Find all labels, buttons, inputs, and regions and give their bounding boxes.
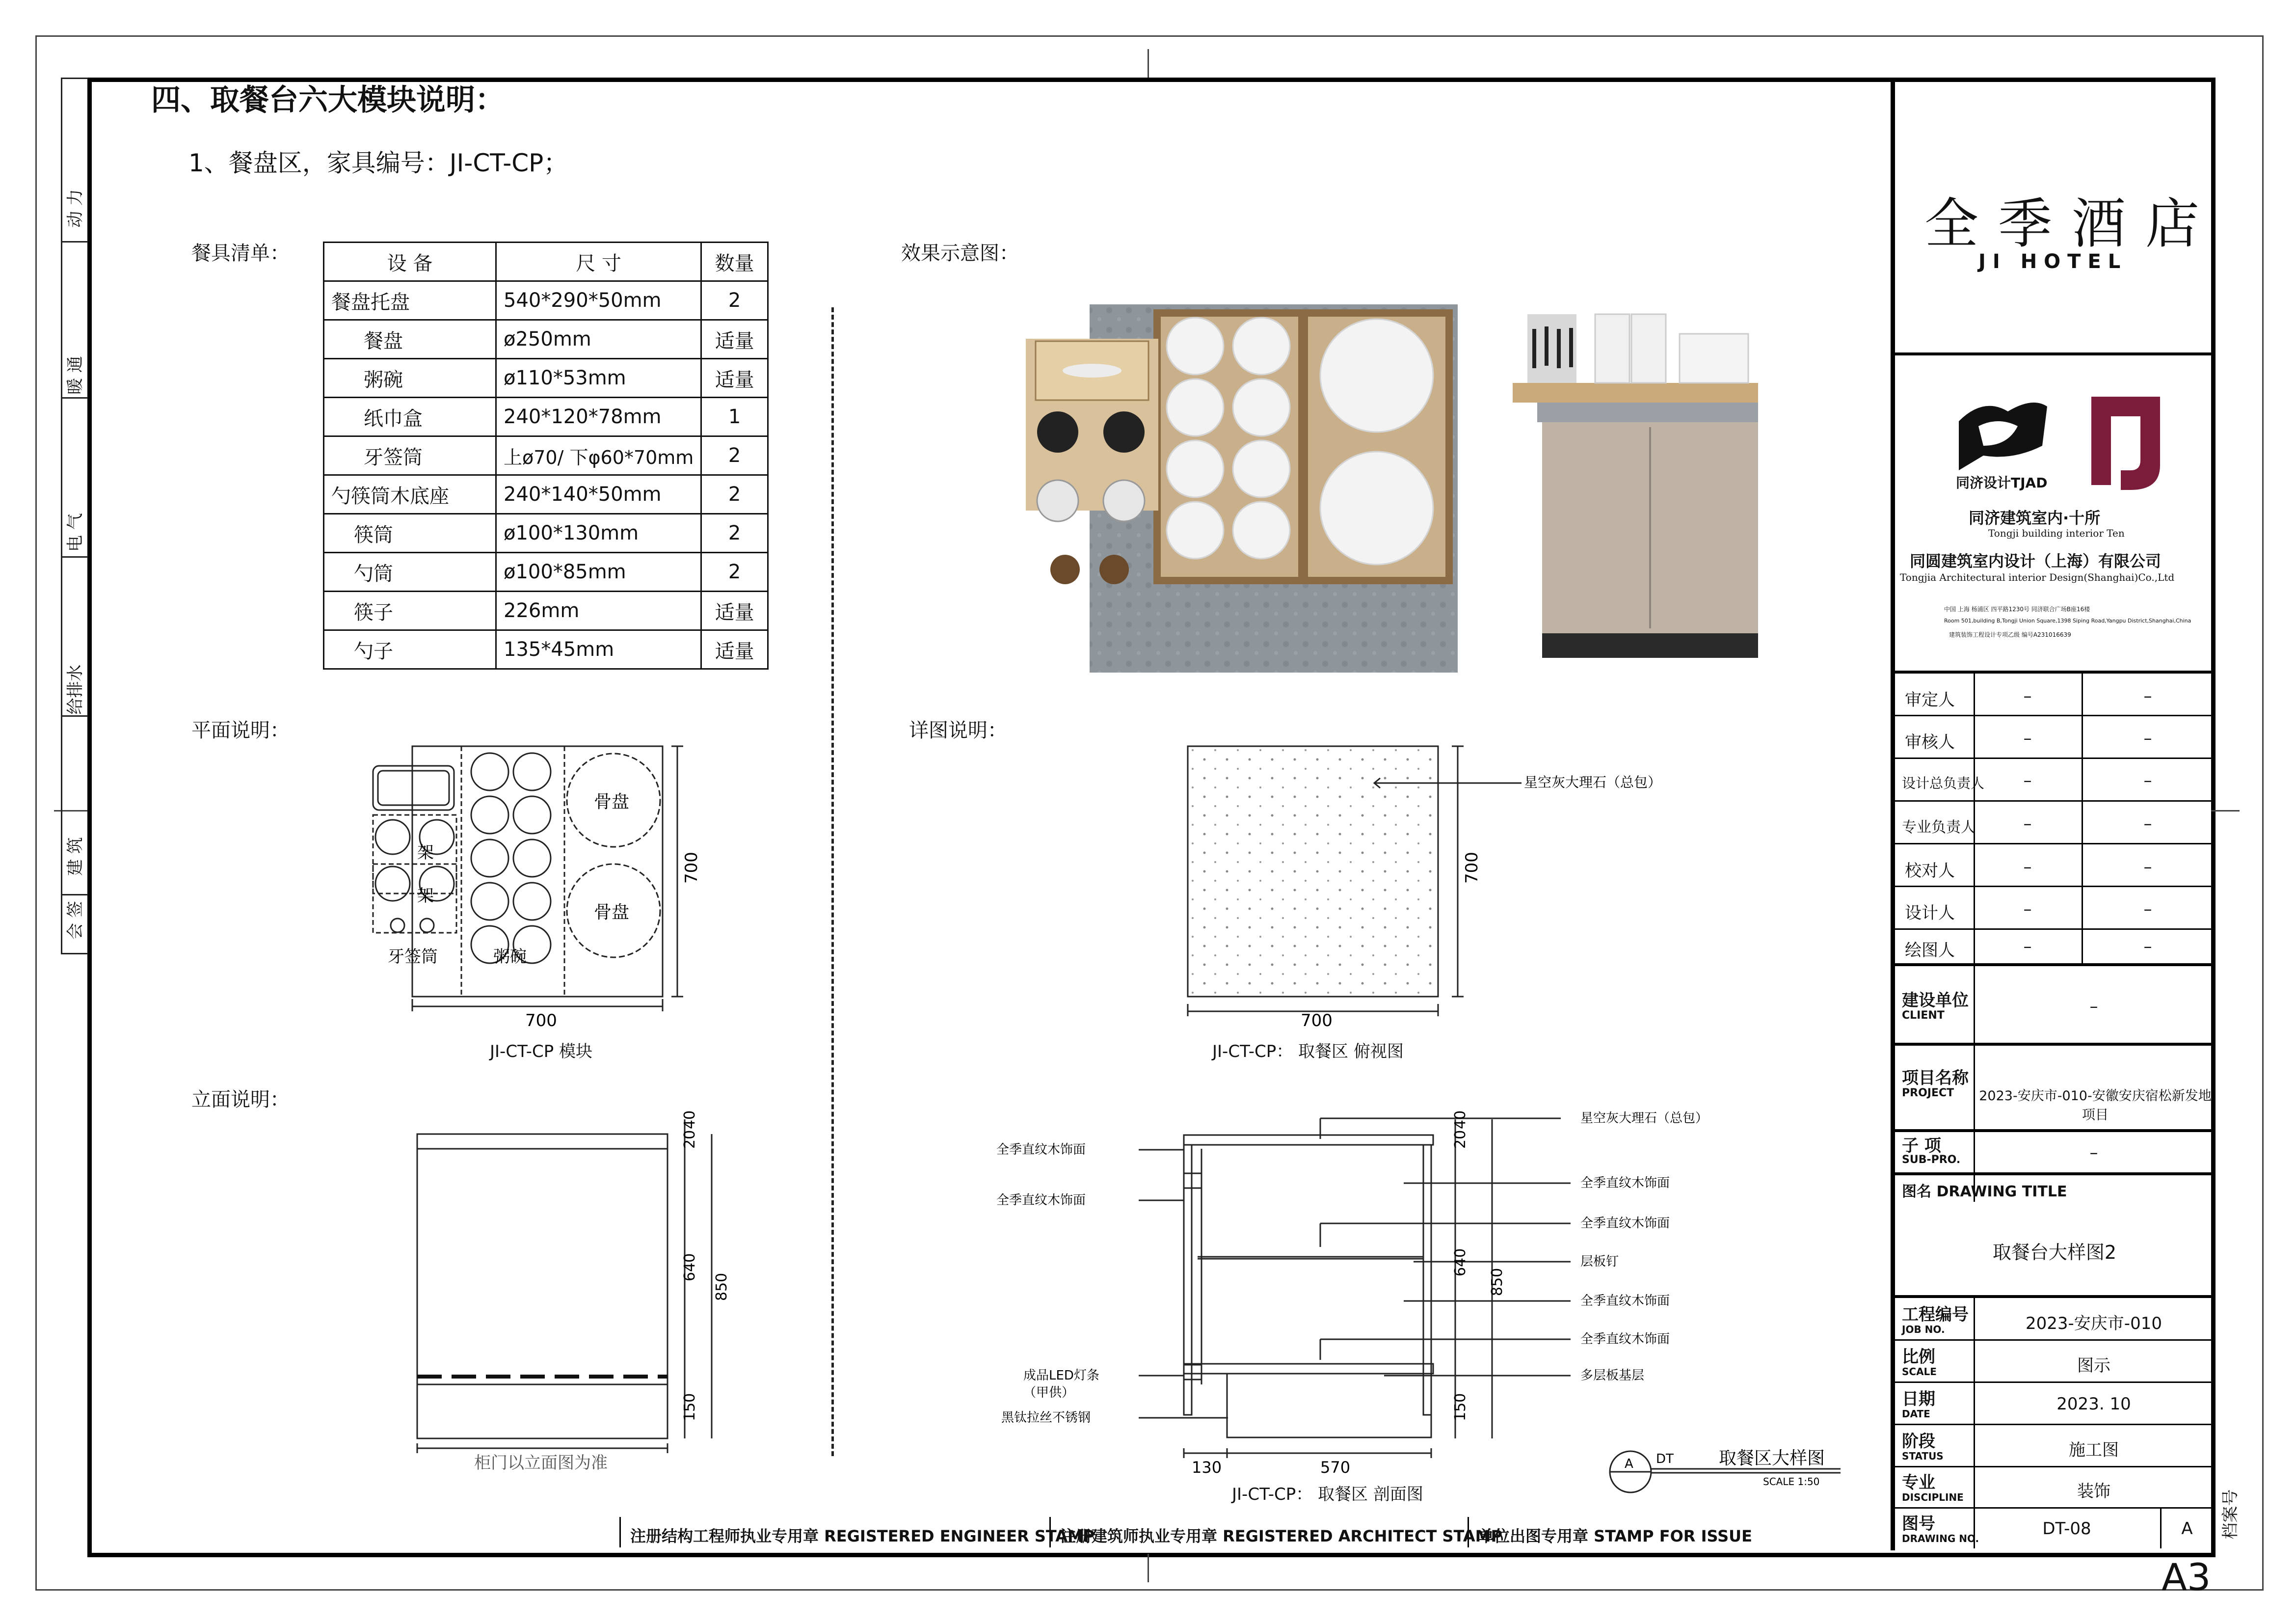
section-label-elevation: 立面说明： — [191, 1088, 290, 1111]
info-label-en: DISCIPLINE — [1902, 1491, 1964, 1503]
table-row: 餐盘托盘 540*290*50mm 2 — [324, 281, 768, 320]
role-value: – — [2143, 771, 2152, 790]
info-label-en: DRAWING NO. — [1902, 1533, 1979, 1544]
section-label-detail: 详图说明： — [909, 719, 1007, 742]
role-value: – — [2023, 937, 2032, 956]
role-value: – — [2143, 729, 2152, 748]
detail-tag-scale: SCALE 1:50 — [1763, 1476, 1820, 1488]
project-label-en: PROJECT — [1902, 1087, 1954, 1099]
plan-dim-v: 700 — [682, 852, 701, 884]
section-label-plan: 平面说明： — [191, 719, 290, 742]
client-label-en: CLIENT — [1902, 1009, 1945, 1022]
drawing-title-value: 取餐台大样图2 — [1992, 1242, 2117, 1263]
company-name-cn-1: 同济建筑室内·十所 — [1969, 509, 2101, 527]
info-label-en: STATUS — [1902, 1450, 1944, 1462]
strip-label: 动 力 — [65, 189, 85, 228]
crop-mark — [1148, 1554, 1149, 1582]
hotel-name-cn: 全季酒店 — [1924, 192, 2219, 255]
role-value: – — [2143, 686, 2152, 706]
strip-label: 建 筑 — [65, 837, 85, 876]
company-name-en-1: Tongji building interior Ten — [1988, 527, 2125, 539]
elev-dim: 150 — [681, 1393, 698, 1421]
role-value: – — [2023, 899, 2032, 919]
company-address: 建筑装饰工程设计专项乙级 编号A231016639 — [1949, 631, 2071, 638]
info-value: 施工图 — [2069, 1440, 2119, 1460]
section-note-right: 全季直纹木饰面 — [1580, 1216, 1670, 1231]
section-note-left: 全季直纹木饰面 — [996, 1142, 1086, 1157]
table-header: 尺 寸 — [496, 243, 701, 281]
section-dim-v: 150 — [1452, 1393, 1469, 1421]
section-dim-v: 640 — [1452, 1248, 1469, 1276]
revision-value: A — [2181, 1519, 2193, 1539]
page-subtitle: 1、餐盘区，家具编号：JI-CT-CP； — [188, 149, 568, 177]
plan-dim-h: 700 — [525, 1011, 557, 1030]
client-label: 建设单位 — [1902, 991, 1969, 1010]
project-label: 项目名称 — [1902, 1068, 1969, 1088]
company-address: 中国 上海 杨浦区 四平路1230号 同济联合广场B座16楼 — [1944, 606, 2090, 613]
section-caption: JI-CT-CP： 取餐区 剖面图 — [1232, 1485, 1423, 1504]
section-note-left: （甲供） — [1023, 1385, 1075, 1400]
archive-label: 档案号 — [2220, 1489, 2241, 1540]
table-row: 餐盘 ø250mm 适量 — [324, 320, 768, 359]
section-note-right: 全季直纹木饰面 — [1580, 1176, 1670, 1191]
plan-caption: JI-CT-CP 模块 — [490, 1042, 593, 1061]
page-title: 四、取餐台六大模块说明： — [151, 83, 505, 117]
info-value: DT-08 — [2042, 1519, 2091, 1539]
table-header: 数量 — [701, 243, 768, 281]
top-view-note: 星空灰大理石（总包） — [1524, 774, 1662, 790]
plan-label: 牙签筒 — [388, 947, 438, 967]
info-label: 专业 — [1902, 1473, 1935, 1492]
table-row: 纸巾盒 240*120*78mm 1 — [324, 398, 768, 436]
company-name-cn-2: 同圆建筑室内设计（上海）有限公司 — [1910, 552, 2162, 570]
section-dim-v: 850 — [1489, 1268, 1506, 1296]
sheet-size: A3 — [2162, 1555, 2211, 1599]
stamp-label: 注册建筑师执业专用章 REGISTERED ARCHITECT STAMP — [1060, 1527, 1502, 1545]
equipment-table — [323, 242, 769, 670]
section-note-left: 全季直纹木饰面 — [996, 1193, 1086, 1208]
table-row: 勺筷筒木底座 240*140*50mm 2 — [324, 475, 768, 514]
plan-label: 架 — [417, 886, 434, 906]
elevation-drawing — [407, 1100, 751, 1473]
elevation-caption: 柜门以立面图为准 — [474, 1453, 608, 1473]
top-view-caption: JI-CT-CP： 取餐区 俯视图 — [1212, 1042, 1404, 1061]
elev-dim: 40 — [681, 1110, 698, 1129]
section-dim-h: 130 — [1192, 1458, 1222, 1477]
section-note-left: 成品LED灯条 — [1023, 1368, 1099, 1383]
info-label: 图号 — [1902, 1514, 1935, 1534]
role-label: 专业负责人 — [1902, 819, 1976, 836]
role-value: – — [2023, 686, 2032, 706]
table-row: 筷子 226mm 适量 — [324, 592, 768, 630]
info-label: 比例 — [1902, 1347, 1935, 1367]
sub-label-en: SUB-PRO. — [1902, 1154, 1961, 1166]
tjad-logo-text: 同济设计TJAD — [1956, 475, 2048, 491]
role-value: – — [2023, 771, 2032, 790]
project-value: 2023-安庆市-010-安徽安庆宿松新发地项目 — [1979, 1088, 2212, 1123]
effect-render-top — [1026, 304, 1458, 673]
top-view-dim-h: 700 — [1301, 1011, 1333, 1030]
sub-label: 子 项 — [1902, 1136, 1941, 1156]
detail-tag-title: 取餐区大样图 — [1719, 1448, 1825, 1468]
title-block — [1891, 78, 2219, 1550]
strip-label: 会 签 — [65, 901, 85, 940]
section-note-right: 星空灰大理石（总包） — [1580, 1111, 1709, 1126]
section-drawing — [982, 1100, 1709, 1492]
role-value: – — [2023, 729, 2032, 748]
role-value: – — [2143, 937, 2152, 956]
role-value: – — [2023, 857, 2032, 877]
table-header-row — [324, 243, 768, 281]
elev-dim: 640 — [681, 1253, 698, 1281]
info-label: 阶段 — [1902, 1432, 1935, 1451]
table-header: 设 备 — [324, 243, 496, 281]
role-value: – — [2023, 814, 2032, 834]
strip-label: 暖 通 — [65, 356, 85, 395]
company-logo-icon — [2091, 397, 2160, 495]
stamp-label: 注册结构工程师执业专用章 REGISTERED ENGINEER STAMP — [630, 1527, 1095, 1545]
crop-mark — [1148, 49, 1149, 78]
strip-label: 给排水 — [65, 664, 85, 715]
top-view-dim-v: 700 — [1462, 852, 1482, 884]
role-value: – — [2143, 899, 2152, 919]
stamp-label: 单位出图专用章 STAMP FOR ISSUE — [1478, 1527, 1752, 1545]
detail-tag — [1605, 1443, 1880, 1497]
section-dim-v: 20 — [1452, 1130, 1469, 1149]
plan-drawing — [363, 736, 717, 1080]
client-value: – — [2089, 997, 2098, 1016]
role-label: 设计总负责人 — [1902, 775, 1985, 791]
role-label: 绘图人 — [1905, 941, 1955, 960]
strip-label: 电 气 — [65, 513, 85, 552]
section-note-right: 层板钉 — [1580, 1254, 1619, 1269]
table-row: 粥碗 ø110*53mm 适量 — [324, 359, 768, 398]
section-label-effect: 效果示意图： — [901, 242, 1019, 265]
plan-label: 骨盘 — [594, 902, 630, 922]
section-note-right: 多层板基层 — [1580, 1368, 1645, 1383]
info-label: 日期 — [1902, 1389, 1935, 1409]
detail-tag-letter: A — [1625, 1457, 1633, 1471]
plan-label: 骨盘 — [594, 792, 630, 812]
stamp-divider — [619, 1517, 621, 1547]
elev-dim: 850 — [713, 1272, 730, 1301]
role-label: 校对人 — [1905, 861, 1955, 881]
tjad-logo-icon — [1954, 392, 2052, 475]
info-value: 2023-安庆市-010 — [2026, 1314, 2162, 1333]
role-label: 设计人 — [1905, 903, 1955, 923]
info-value: 装饰 — [2077, 1482, 2110, 1501]
section-note-right: 全季直纹木饰面 — [1580, 1332, 1670, 1347]
table-row: 勺子 135*45mm 适量 — [324, 630, 768, 669]
table-row: 牙签筒 上ø70/ 下φ60*70mm 2 — [324, 436, 768, 475]
plan-label: 粥碗 — [493, 947, 527, 967]
elev-dim: 20 — [681, 1130, 698, 1149]
info-value: 2023. 10 — [2056, 1394, 2131, 1414]
company-name-en-2: Tongjia Architectural interior Design(Shanghai)Co.,Ltd — [1900, 571, 2175, 583]
role-label: 审核人 — [1905, 732, 1955, 752]
detail-tag-code: DT — [1656, 1452, 1674, 1466]
sub-value: – — [2089, 1143, 2098, 1163]
drawing-title-label: 图名 DRAWING TITLE — [1902, 1183, 2067, 1200]
hotel-name-en: JI HOTEL — [1978, 250, 2128, 273]
info-label-en: SCALE — [1902, 1366, 1937, 1378]
plan-label: 架 — [417, 843, 434, 863]
company-address: Room 501,building B,Tongji Union Square,1398 Siping Road,Yangpu District,Shanghai,China — [1944, 618, 2191, 624]
role-value: – — [2143, 814, 2152, 834]
divider — [831, 307, 834, 1456]
crop-mark — [2211, 810, 2240, 812]
effect-render-front — [1498, 299, 1773, 673]
section-dim-v: 40 — [1452, 1110, 1469, 1129]
info-label: 工程编号 — [1902, 1305, 1969, 1325]
top-view-drawing — [1178, 736, 1718, 1041]
role-label: 审定人 — [1905, 690, 1955, 710]
role-value: – — [2143, 857, 2152, 877]
info-label-en: DATE — [1902, 1408, 1930, 1420]
info-label-en: JOB NO. — [1902, 1324, 1945, 1335]
section-note-left: 黑钛拉丝不锈钢 — [1001, 1410, 1091, 1425]
table-row: 筷筒 ø100*130mm 2 — [324, 514, 768, 553]
section-label-tableware: 餐具清单： — [191, 242, 290, 265]
section-note-right: 全季直纹木饰面 — [1580, 1294, 1670, 1308]
section-dim-h: 570 — [1320, 1458, 1351, 1477]
info-value: 图示 — [2077, 1356, 2110, 1376]
table-row: 勺筒 ø100*85mm 2 — [324, 553, 768, 592]
